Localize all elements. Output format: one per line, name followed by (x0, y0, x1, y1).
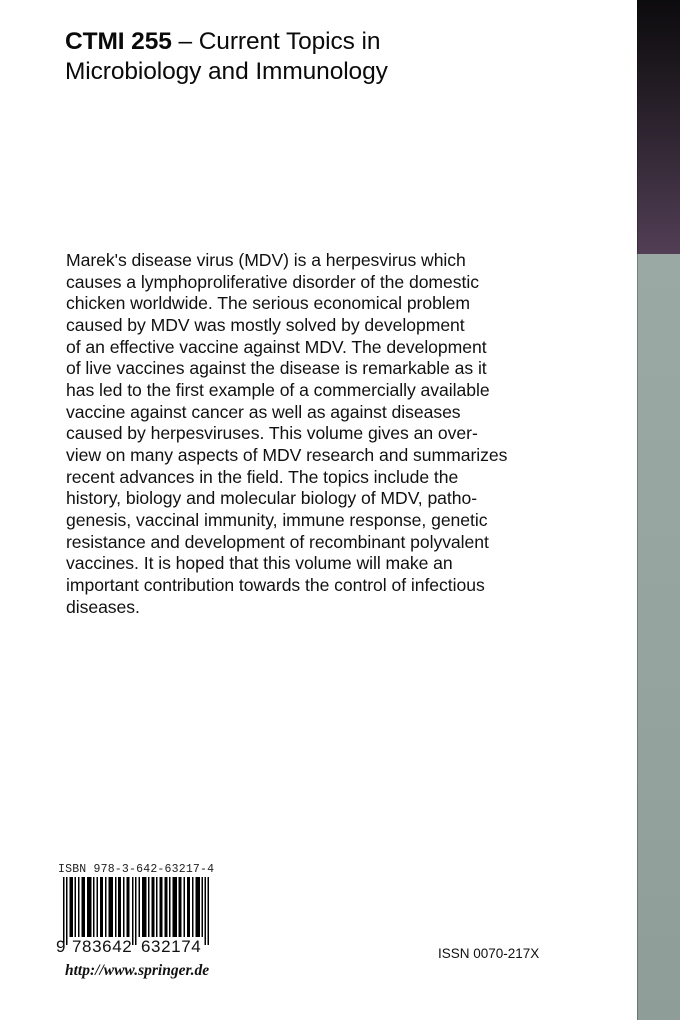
ean-left-digits: 783642 (72, 937, 133, 956)
blurb-line: view on many aspects of MDV research and summarizes (66, 444, 508, 465)
spine-gray-band (637, 254, 680, 1020)
blurb-line: important contribution towards the control of infectious (66, 574, 485, 595)
blurb-line: resistance and development of recombinant polyvalent (66, 531, 489, 552)
blurb-line: chicken worldwide. The serious economical problem (66, 293, 471, 314)
spine-strip (637, 0, 680, 1020)
series-number: CTMI 255 (65, 28, 172, 55)
blurb-line: diseases. (66, 596, 140, 617)
blurb-line: of an effective vaccine against MDV. The development (66, 336, 487, 357)
blurb-line: genesis, vaccinal immunity, immune response, genetic (66, 509, 488, 530)
blurb-line: causes a lymphoproliferative disorder of the domestic (66, 271, 479, 292)
issn-label: ISSN 0070-217X (438, 946, 540, 961)
blurb-line: caused by MDV was mostly solved by development (66, 314, 465, 335)
blurb-line: vaccines. It is hoped that this volume will make an (66, 553, 453, 574)
blurb-line: vaccine against cancer as well as against diseases (66, 401, 461, 422)
isbn-label: ISBN 978-3-642-63217-4 (58, 863, 215, 876)
title-line1: Current Topics in (198, 28, 381, 55)
publisher-url: http://www.springer.de (65, 962, 210, 979)
ean-right-digits: 632174 (141, 937, 202, 956)
spine-edge-line (637, 0, 638, 1020)
back-cover-blurb (66, 250, 546, 618)
blurb-line: recent advances in the field. The topics include the (66, 466, 459, 487)
blurb-line: caused by herpesviruses. This volume gives an over- (66, 423, 478, 444)
title-line2: Microbiology and Immunology (65, 58, 388, 85)
title-separator: – (171, 28, 199, 55)
blurb-line: Marek's disease virus (MDV) is a herpesvirus which (66, 250, 466, 270)
book-title (65, 27, 625, 87)
blurb-line: of live vaccines against the disease is remarkable as it (66, 358, 487, 379)
blurb-line: has led to the first example of a commercially available (66, 379, 490, 400)
blurb-line: history, biology and molecular biology of MDV, patho- (66, 488, 478, 509)
ean-first-digit: 9 (56, 937, 66, 956)
spine-dark-band (637, 0, 680, 254)
